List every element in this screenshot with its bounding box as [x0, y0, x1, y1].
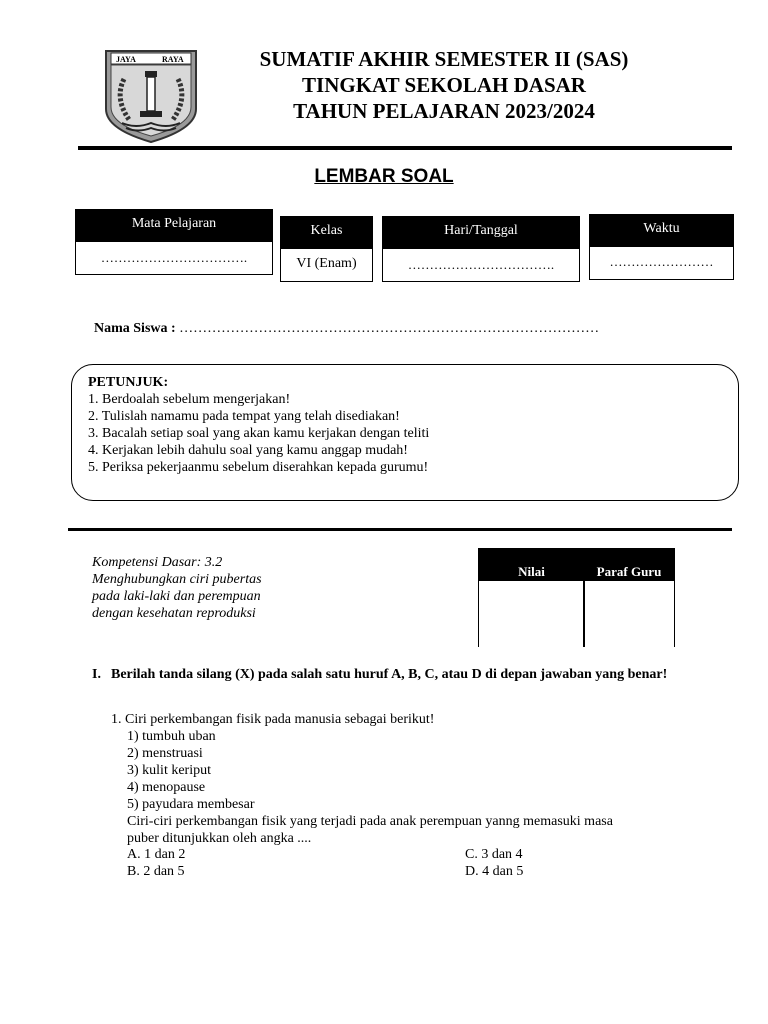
question-item: 1) tumbuh uban: [127, 729, 216, 744]
waktu-value[interactable]: ……………………: [609, 254, 714, 269]
paraf-guru-cell[interactable]: [585, 581, 674, 647]
header-line-1: SUMATIF AKHIR SEMESTER II (SAS): [259, 47, 629, 71]
header-line-3: TAHUN PELAJARAN 2023/2024: [293, 99, 595, 123]
petunjuk-item: 1. Berdoalah sebelum mengerjakan!: [88, 392, 291, 407]
option-a[interactable]: A. 1 dan 2: [127, 847, 186, 862]
paraf-guru-header: Paraf Guru: [596, 564, 662, 579]
svg-text:JAYA: JAYA: [116, 55, 136, 64]
question-item: 2) menstruasi: [127, 746, 203, 761]
petunjuk-item: 3. Bacalah setiap soal yang akan kamu kerjakan dengan teliti: [88, 426, 430, 441]
section-number: I.: [92, 667, 101, 682]
mapel-value[interactable]: …………………………….: [100, 250, 248, 265]
score-table: [478, 548, 675, 647]
question-prompt: Ciri-ciri perkembangan fisik yang terjadi pada anak perempuan yanng memasuki masa: [127, 814, 613, 829]
nama-siswa-field[interactable]: ………………………………………………………………………………: [179, 321, 600, 336]
petunjuk-item: 4. Kerjakan lebih dahulu soal yang kamu anggap mudah!: [88, 443, 408, 458]
petunjuk-title: PETUNJUK:: [88, 375, 169, 390]
question-prompt-2: puber ditunjukkan oleh angka ....: [127, 831, 312, 846]
kelas-value: VI (Enam): [296, 256, 357, 271]
nilai-cell[interactable]: [479, 581, 583, 647]
hari-box: [382, 216, 580, 282]
hari-value[interactable]: …………………………….: [407, 257, 555, 272]
kelas-label: Kelas: [281, 217, 372, 249]
header-divider: [78, 146, 732, 150]
header-line-2: TINGKAT SEKOLAH DASAR: [302, 73, 586, 97]
kd-line: dengan kesehatan reproduksi: [92, 606, 256, 621]
nama-siswa-row: [94, 321, 599, 337]
kd-line: Menghubungkan ciri pubertas: [92, 572, 262, 587]
question-item: 5) payudara membesar: [127, 797, 255, 812]
jaya-raya-logo: [102, 49, 200, 143]
mapel-label: Mata Pelajaran: [76, 210, 272, 242]
petunjuk-item: 2. Tulislah namamu pada tempat yang telah disediakan!: [88, 409, 400, 424]
nilai-header: Nilai: [518, 564, 545, 579]
waktu-label: Waktu: [590, 215, 733, 247]
option-d[interactable]: D. 4 dan 5: [465, 864, 524, 879]
question-item: 3) kulit keriput: [127, 763, 211, 778]
kd-line: Kompetensi Dasar: 3.2: [92, 555, 223, 570]
kd-line: pada laki-laki dan perempuan: [92, 589, 261, 604]
nama-siswa-label: Nama Siswa :: [94, 321, 176, 336]
svg-text:RAYA: RAYA: [162, 55, 184, 64]
kelas-box: [280, 216, 373, 282]
question-item: 4) menopause: [127, 780, 206, 795]
option-c[interactable]: C. 3 dan 4: [465, 847, 523, 862]
mapel-box: [75, 209, 273, 275]
hari-label: Hari/Tanggal: [383, 217, 579, 249]
petunjuk-item: 5. Periksa pekerjaanmu sebelum diserahkan kepada gurumu!: [88, 460, 429, 475]
option-b[interactable]: B. 2 dan 5: [127, 864, 185, 879]
question-stem: 1. Ciri perkembangan fisik pada manusia sebagai berikut!: [111, 712, 435, 727]
kompetensi-dasar: [92, 554, 352, 622]
sheet-title: LEMBAR SOAL: [314, 166, 454, 187]
section-divider: [68, 528, 732, 531]
section-instruction: [92, 665, 676, 684]
waktu-box: [589, 214, 734, 280]
dki-emblem-icon: [102, 49, 200, 143]
section-instruction-text: Berilah tanda silang (X) pada salah satu huruf A, B, C, atau D di depan jawaban yang benar!: [111, 667, 668, 682]
